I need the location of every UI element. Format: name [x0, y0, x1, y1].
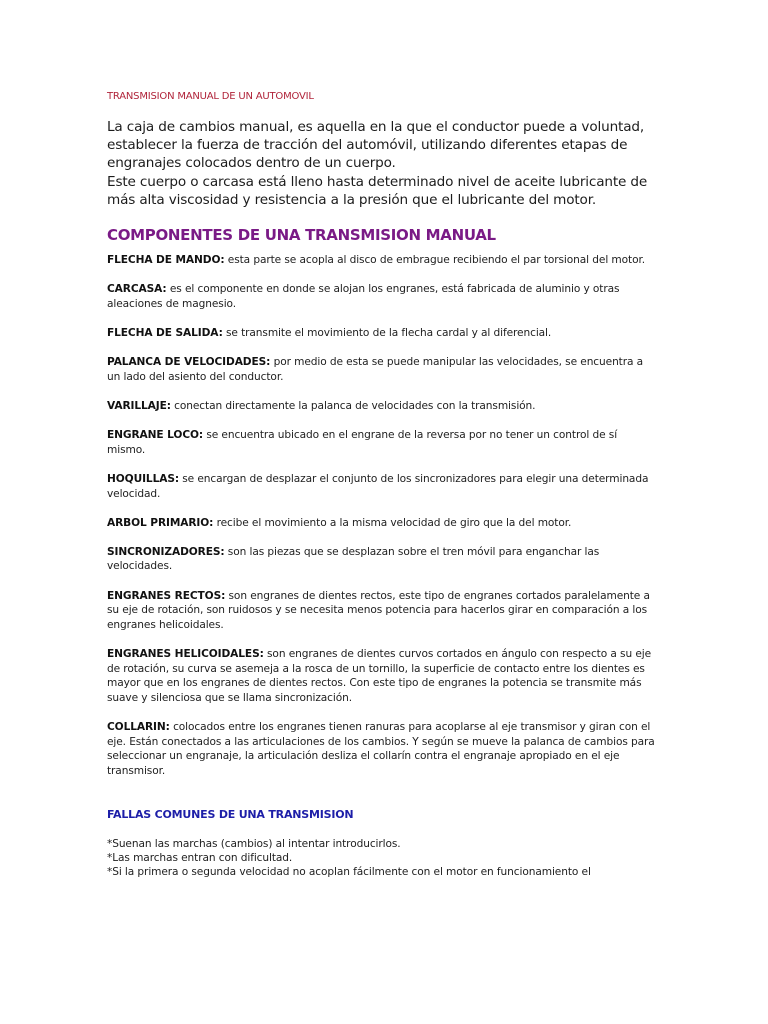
document-page — [107, 90, 655, 896]
component-term: ENGRANES RECTOS: — [107, 589, 226, 602]
faults-list — [107, 838, 655, 879]
component-description: colocados entre los engranes tienen ranuras para acoplarse al eje transmisor y giran con el eje. Están conectados a las articulaciones de los cambios. Y según se mueve la palanca de cambios para seleccionar un engranaje, la articulación desliza el collarín contra el engranaje apropiado en el eje transmisor. — [107, 721, 655, 777]
component-description: son engranes de dientes rectos, este tipo de engranes cortados paralelamente a su eje de rotación, son ruidosos y se necesita menos potencia para hacerlos girar en comparación a los engranes helicoidales. — [107, 589, 650, 631]
component-term: SINCRONIZADORES: — [107, 545, 225, 558]
component-term: CARCASA: — [107, 283, 167, 296]
intro-paragraph: La caja de cambios manual, es aquella en la que el conductor puede a voluntad, establecer la fuerza de tracción del automóvil, utilizando diferentes etapas de engranajes colocados dentro de un cuerpo. — [107, 119, 645, 172]
intro-text — [107, 118, 655, 209]
component-term: ENGRANE LOCO: — [107, 429, 204, 442]
component-item — [107, 253, 655, 268]
component-description: se encargan de desplazar el conjunto de los sincronizadores para elegir una determinada velocidad. — [107, 472, 649, 500]
fault-item: *Si la primera o segunda velocidad no acoplan fácilmente con el motor en funcionamiento el — [107, 865, 591, 878]
component-item — [107, 399, 655, 414]
component-description: se transmite el movimiento de la flecha cardal y al diferencial. — [222, 326, 552, 339]
component-item — [107, 472, 655, 501]
fault-item: *Las marchas entran con dificultad. — [107, 852, 293, 865]
component-item — [107, 516, 655, 531]
fault-item: *Suenan las marchas (cambios) al intentar introducirlos. — [107, 838, 401, 851]
component-term: PALANCA DE VELOCIDADES: — [107, 356, 271, 369]
intro-paragraph: Este cuerpo o carcasa está lleno hasta determinado nivel de aceite lubricante de más alta viscosidad y resistencia a la presión que el lubricante del motor. — [107, 173, 648, 208]
component-description: son engranes de dientes curvos cortados en ángulo con respecto a su eje de rotación, su curva se asemeja a la rosca de un tornillo, la superficie de contacto entre los dientes es mayor que en los engranes de dientes rectos. Con este tipo de engranes la potencia se transmite más suave y silenciosa que se llama sincronización. — [107, 648, 652, 704]
component-term: HOQUILLAS: — [107, 472, 179, 485]
component-description: son las piezas que se desplazan sobre el tren móvil para enganchar las velocidades. — [107, 545, 600, 573]
component-description: conectan directamente la palanca de velocidades con la transmisión. — [170, 399, 536, 412]
component-item — [107, 589, 655, 633]
faults-heading: FALLAS COMUNES DE UNA TRANSMISION — [107, 808, 354, 822]
component-description: esta parte se acopla al disco de embrague recibiendo el par torsional del motor. — [224, 254, 646, 267]
component-item — [107, 355, 655, 384]
component-item — [107, 647, 655, 705]
component-term: COLLARIN: — [107, 721, 170, 734]
components-heading: COMPONENTES DE UNA TRANSMISION MANUAL — [107, 226, 496, 245]
component-term: FLECHA DE SALIDA: — [107, 326, 223, 339]
component-description: es el componente en donde se alojan los engranes, está fabricada de aluminio y otras aleaciones de magnesio. — [107, 283, 620, 310]
component-item — [107, 326, 655, 341]
component-description: recibe el movimiento a la misma velocidad de giro que la del motor. — [213, 516, 572, 529]
components-list — [107, 253, 655, 778]
component-term: VARILLAJE: — [107, 399, 171, 412]
component-term: ARBOL PRIMARIO: — [107, 516, 214, 529]
component-item — [107, 720, 655, 778]
component-description: se encuentra ubicado en el engrane de la reversa por no tener un control de sí mismo. — [107, 429, 618, 456]
component-description: por medio de esta se puede manipular las velocidades, se encuentra a un lado del asiento del conductor. — [107, 356, 644, 383]
component-term: FLECHA DE MANDO: — [107, 254, 225, 267]
component-item — [107, 428, 655, 457]
component-term: ENGRANES HELICOIDALES: — [107, 648, 264, 661]
document-title: TRANSMISION MANUAL DE UN AUTOMOVIL — [107, 91, 314, 102]
component-item — [107, 282, 655, 311]
component-item — [107, 545, 655, 574]
